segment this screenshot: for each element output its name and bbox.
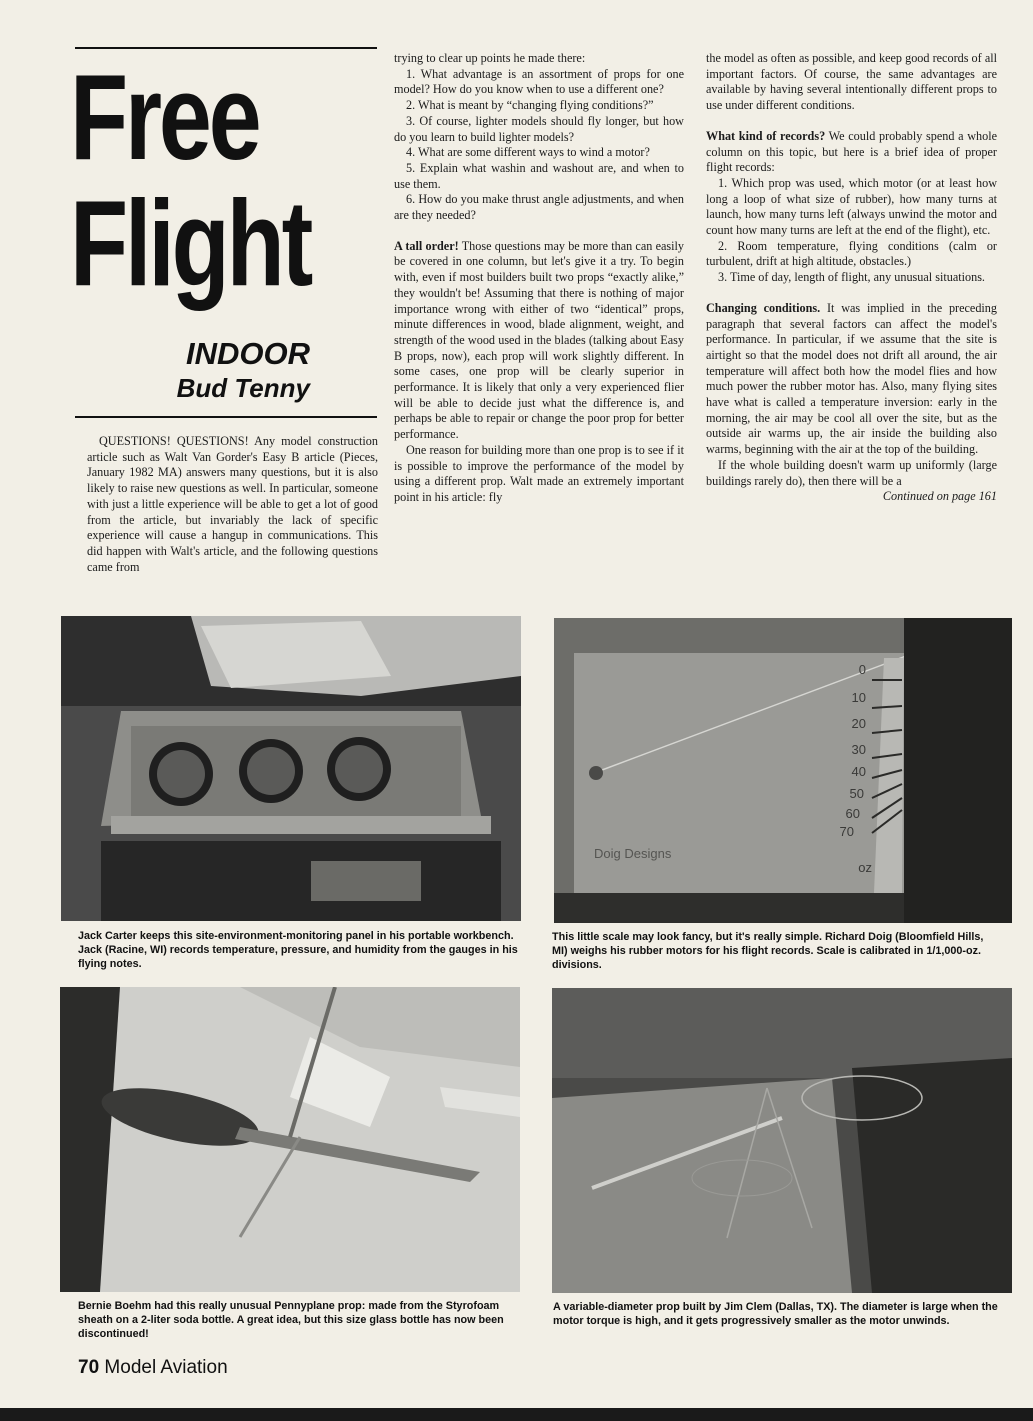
photo-caption: Bernie Boehm had this really unusual Pennyplane prop: made from the Styrofoam sheath on a 2-liter soda bottle. A great idea, but this size glass bottle has now been discontinued! bbox=[78, 1300, 504, 1340]
section-heading: A tall order! bbox=[394, 238, 459, 253]
scale-tick-label: 0 bbox=[858, 662, 866, 677]
paragraph: One reason for building more than one prop is to see if it is possible to improve the performance of the model by using a different prop. Walt made an extremely important point in his article: fly bbox=[394, 442, 684, 504]
photo-variable-prop bbox=[552, 988, 1012, 1293]
header-bottom-rule bbox=[75, 416, 377, 418]
article-column-2 bbox=[394, 51, 684, 506]
page-footer bbox=[78, 1357, 228, 1379]
scale-maker-label: Doig Designs bbox=[594, 846, 672, 861]
scale-photo-art bbox=[554, 618, 1012, 923]
paragraph: What kind of records? We could probably spend a whole column on this topic, but here is a brief idea of proper flight records: bbox=[706, 128, 998, 175]
paragraph: trying to clear up points he made there: bbox=[394, 51, 586, 65]
continued-note: Continued on page 161 bbox=[882, 489, 997, 504]
photo-scale bbox=[554, 618, 1012, 923]
scale-tick-label: 30 bbox=[851, 742, 866, 757]
page-number: 70 bbox=[78, 1357, 100, 1378]
photo-workbench-panel bbox=[61, 616, 521, 921]
author-name: Bud Tenny bbox=[176, 373, 310, 403]
paragraph: Changing conditions. It was implied in the preceding paragraph that several factors can affect the model's performance. In particular, if we assume that the site is airtight so that the model does not drift all around, the air temperature will affect both how the model flies and how much power the rubber motor has. Also, many flying sites have what is called a temperature inversion: early in the morning, the air may be cool all over the site, but as the outside air warms up, the air inside the building also warms, beginning with the air at the top of the building. bbox=[706, 300, 997, 457]
variable-prop-photo-art bbox=[552, 988, 1012, 1293]
scale-tick-label: 60 bbox=[845, 806, 860, 821]
record-item: 2. Room temperature, flying conditions (calm or turbulent, drift at high altitude, obstacles.) bbox=[706, 238, 997, 269]
question-item: 5. Explain what washin and washout are, and when to use them. bbox=[394, 160, 684, 191]
scale-tick-label: 70 bbox=[839, 824, 854, 839]
title-line-1: Free bbox=[70, 49, 259, 185]
question-item: 6. How do you make thrust angle adjustments, and when are they needed? bbox=[394, 192, 684, 223]
photo-caption: Jack Carter keeps this site-environment-monitoring panel in his portable workbench. Jack (Racine, WI) records temperature, pressure, and humidity from the gauges in his flying notes. bbox=[78, 930, 518, 970]
paragraph: the model as often as possible, and keep good records of all important factors. Of course, the same advantages are available by having several intentionally different props to use under different conditions. bbox=[706, 51, 997, 113]
scale-tick-label: 40 bbox=[851, 764, 866, 779]
workbench-photo-art bbox=[61, 616, 521, 921]
photo-caption: A variable-diameter prop built by Jim Clem (Dallas, TX). The diameter is large when the motor torque is high, and it gets progressively smaller as the motor unwinds. bbox=[553, 1301, 998, 1327]
publication-name: Model Aviation bbox=[104, 1357, 228, 1378]
paragraph: QUESTIONS! QUESTIONS! Any model construction article such as Walt Van Gorder's Easy B article (Pieces, January 1982 MA) answers many questions, but it is also likely to raise new questions as well. In particular, someone with just a little experience will be able to get a lot of good from the article, but invariably the lack of specific experience will cause a hangup in communications. This did happen with Walt's article, and the following questions came from bbox=[87, 434, 378, 574]
section-heading: Changing conditions. bbox=[706, 300, 821, 315]
question-item: 2. What is meant by “changing flying conditions?” bbox=[406, 98, 654, 113]
section-label: INDOOR bbox=[186, 336, 310, 371]
scale-tick-label: 10 bbox=[851, 690, 866, 705]
title-line-2: Flight bbox=[70, 175, 311, 311]
record-item: 3. Time of day, length of flight, any unusual situations. bbox=[718, 270, 985, 285]
article-column-1 bbox=[87, 434, 378, 575]
prop-photo-art bbox=[60, 987, 520, 1292]
scale-tick-label: 50 bbox=[849, 786, 864, 801]
question-item: 1. What advantage is an assortment of props for one model? How do you know when to use a different one? bbox=[394, 66, 684, 97]
record-item: 1. Which prop was used, which motor (or at least how long a loop of what size of rubber), how many turns at launch, how many turns left (always unwind the motor and count how many turns are left at the end of the flight), etc. bbox=[706, 175, 997, 238]
paragraph: A tall order! Those questions may be more than can easily be covered in one column, but let's give it a try. To begin with, even if most builders built two props “exactly alike,” they wouldn't be! Assuming that there is nothing of major importance wrong with either of two “identical” props, minute differences in wood, blade alignment, weight, and strength of the wood used in the blades (talking about Easy B props, now), each prop will work slightly different. In some cases, one prop will be clearly superior in performance. It is likely that only a very experienced flier will be able to decide just what the difference is, and perhaps be able to repair or change the poor prop for better performance. bbox=[394, 238, 684, 442]
scale-tick-label: 20 bbox=[851, 716, 866, 731]
paragraph: If the whole building doesn't warm up uniformly (large buildings rarely do), then there will be a bbox=[706, 457, 997, 488]
question-item: 4. What are some different ways to wind a motor? bbox=[406, 145, 650, 160]
scale-unit-label: oz bbox=[858, 860, 872, 875]
question-item: 3. Of course, lighter models should fly longer, but how do you learn to build lighter models? bbox=[394, 113, 684, 144]
article-column-3 bbox=[706, 51, 997, 505]
section-heading: What kind of records? bbox=[706, 128, 826, 143]
photo-styrofoam-prop bbox=[60, 987, 520, 1292]
photo-caption: This little scale may look fancy, but it's really simple. Richard Doig (Bloomfield Hills, MI) weighs his rubber motors for his flight records. Scale is calibrated in 1/1,000-oz. divisions. bbox=[552, 931, 984, 971]
